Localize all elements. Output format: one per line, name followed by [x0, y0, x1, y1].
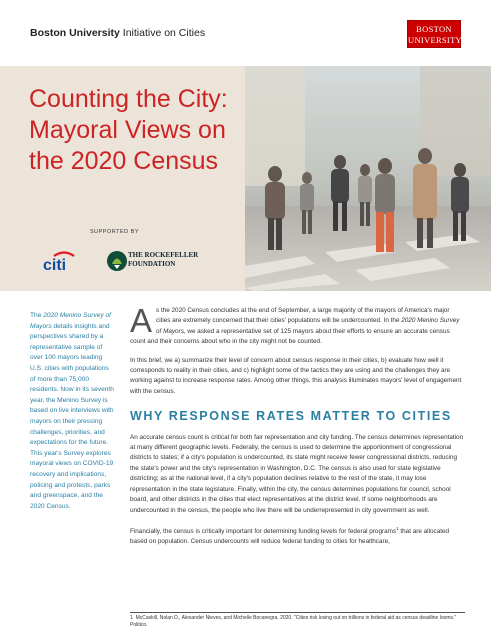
boston-university-logo-icon — [407, 20, 461, 48]
footnote — [130, 615, 465, 629]
footnote-divider — [130, 612, 465, 613]
footnote-marker[interactable]: 1 — [396, 525, 399, 531]
paragraph-4 — [130, 524, 465, 548]
main-content — [130, 302, 465, 556]
citi-logo-text: citi — [43, 257, 67, 272]
rf-line2: ROCKEFELLER — [144, 251, 199, 259]
citi-logo-icon — [40, 250, 84, 272]
intro-text-1: s the 2020 Census concludes at the end of September, a large majority of the mayors of America's major cities are extremely concerned that their cities' populations will be undercounted. In the — [156, 307, 450, 325]
sidebar-survey-name: 2020 Menino Survey of Mayors — [30, 312, 112, 330]
intro-survey-name: 2020 Menino Survey of Mayors — [156, 317, 460, 335]
bu-logo-line1: BOSTON — [416, 24, 452, 34]
footnote-number: 1 — [130, 615, 133, 621]
paragraph-4-text-1: Financially, the census is critically important for determining funding levels for federal programs — [130, 528, 397, 536]
paragraph-4-text-2: that are allocated based on population. Census undercounts will reduce federal funding to cities for healthcare, — [130, 528, 450, 546]
crowd-photo-illustration — [245, 66, 491, 291]
paragraph-3: An accurate census count is critical for both fair representation and city funding. The census determines representation at many different geographic levels. Federally, the census is used to determine the apportionment of congressional districts to states; if a city's population is undercounted, its state might receive fewer congressional districts, reducing the state's power and the city's representation in Washington, D.C. The census is also used for state legislative districting; as at the national level, if a city's population declines relative to the rest of the state, it may lose representation in the state legislature. Finally, within the city, the census determines populations for council, school board, and other districts in the cities that elect representatives at the district level. If some neighborhoods are undercounted in the census, the people who live there will be underrepresented in city government as well. — [130, 433, 464, 514]
bu-logo-line2: UNIVERSITY — [408, 35, 462, 45]
sidebar-pre: The — [30, 312, 44, 319]
footnote-text: McCaskill, Nolan D., Alexander Nieves, and Michelle Bocanegra. 2020. "Cities risk losing out on trillions in federal aid as census deadline looms." Politico. — [130, 615, 457, 628]
intro-paragraph — [130, 302, 465, 348]
header-org-bold: Boston University — [30, 27, 120, 39]
rf-line1: THE — [128, 251, 143, 259]
section-heading: WHY RESPONSE RATES MATTER TO CITIES — [130, 409, 452, 424]
rf-line3: FOUNDATION — [128, 260, 176, 268]
page-title: Counting the City: Mayoral Views on the 2020 Census — [29, 85, 228, 175]
paragraph-2: In this brief, we a) summarize their level of concern about census response in their cities, b) evaluate how well it corresponds to reality in their cities, and c) highlight some of the tactics they are using and the challenges they are working against to increase response rates. Among other things, this analysis illuminates mayors' level of engagement with the census. — [130, 356, 462, 395]
crowd-photo — [245, 66, 491, 291]
header-title — [30, 27, 205, 39]
drop-cap: A — [130, 302, 153, 339]
sidebar-text: details insights and perspectives shared by a representative sample of over 100 mayors leading U.S. cities with populations of more than 75,000 residents. Now in its seventh year, the Menino Survey is based on live interviews with mayors on their pressing challenges, priorities, and expectations for the future. This year's Survey explores mayoral views on COVID-19 recovery and implications, policing and protests, parks and greenspace, and the 2020 Census. — [30, 322, 114, 510]
intro-text-2: , we asked a representative set of 125 mayors about their efforts to ensure an accurate census count and their concerns about who in the city might not be counted. — [130, 327, 450, 346]
page-header — [0, 0, 491, 66]
header-org-rest: Initiative on Cities — [119, 27, 206, 39]
rockefeller-foundation-name — [128, 251, 198, 269]
sidebar-description — [30, 311, 116, 512]
supported-by-label: SUPPORTED BY — [90, 229, 139, 235]
